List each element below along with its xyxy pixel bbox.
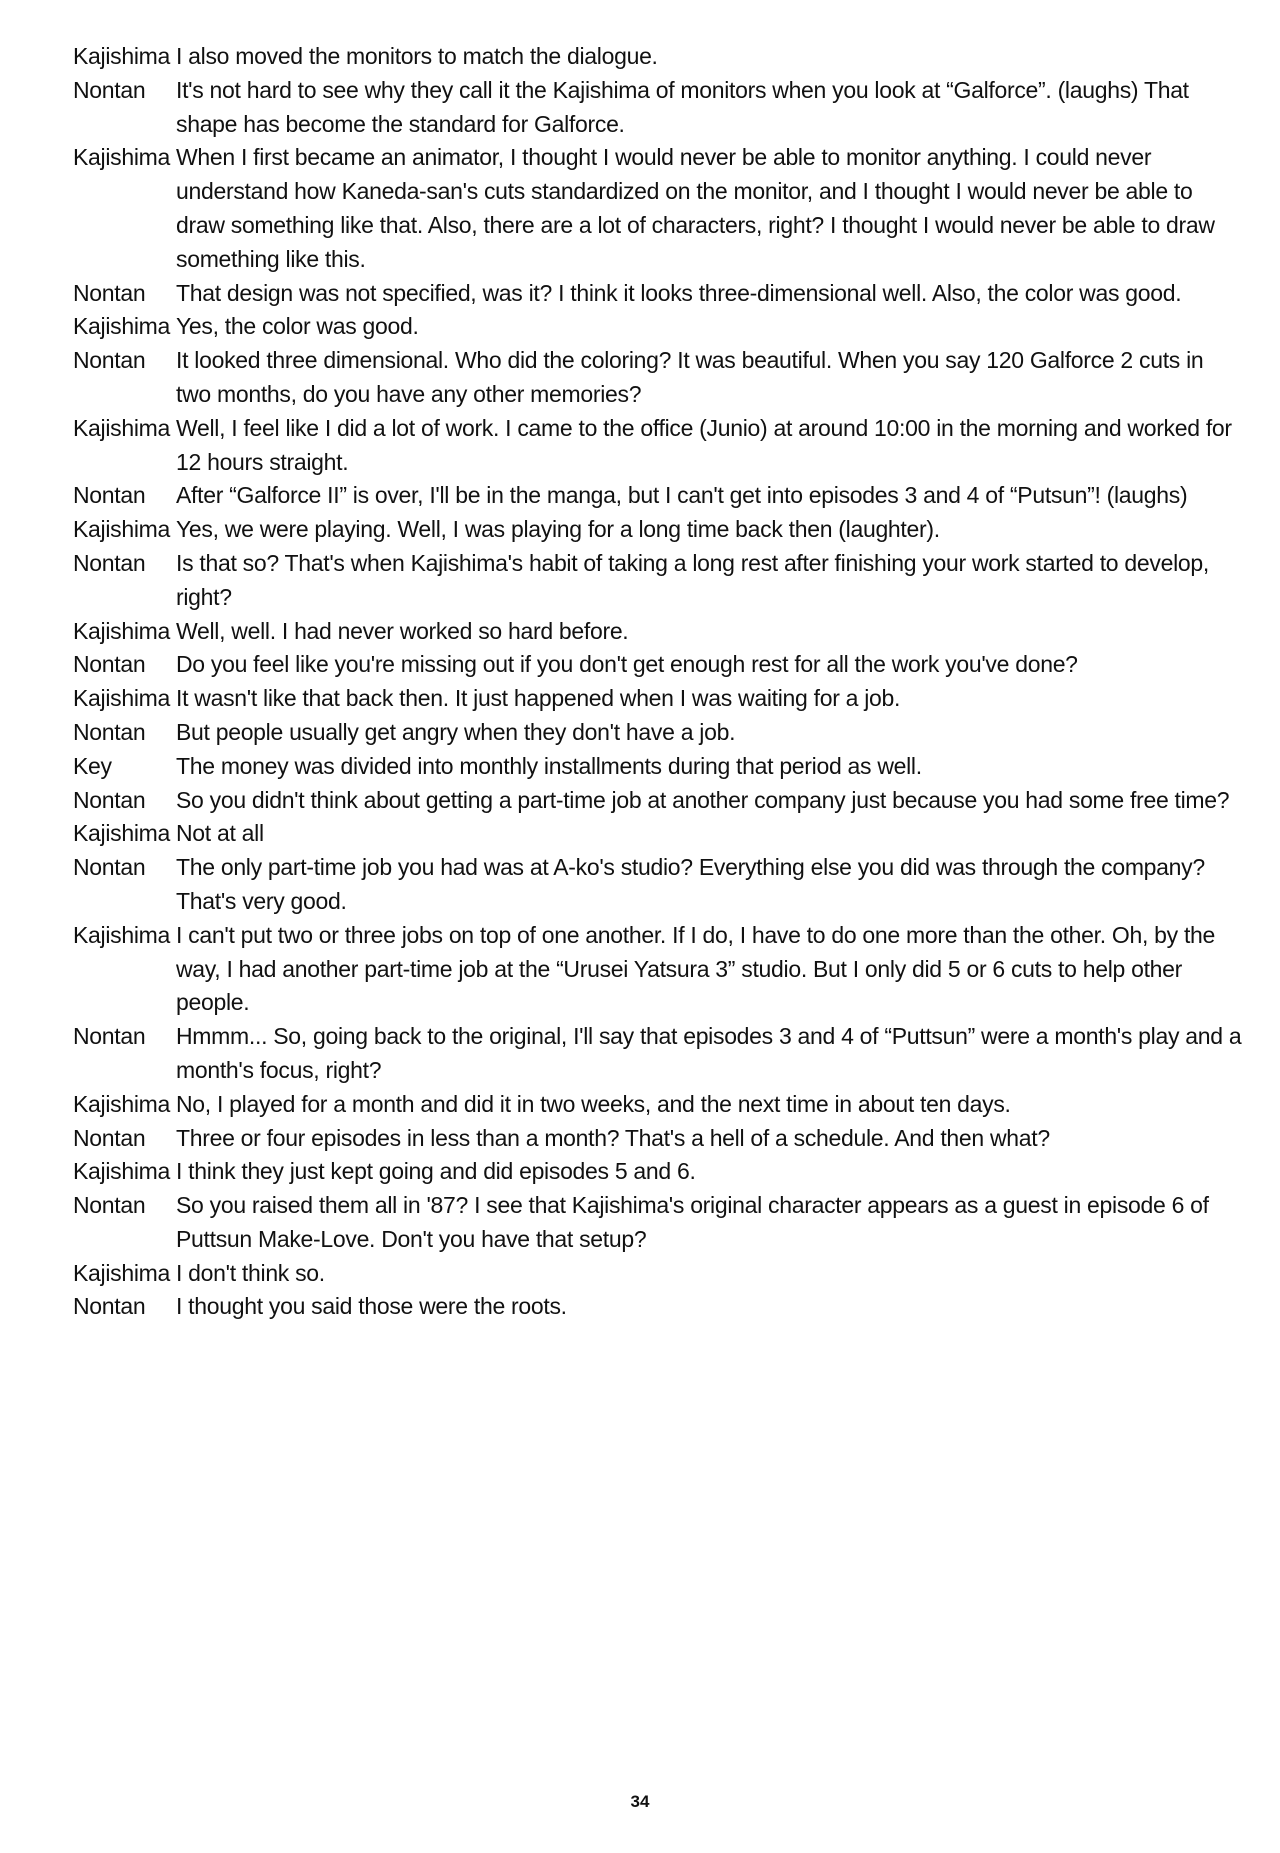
dialogue-text: The only part-time job you had was at A-ko's studio? Everything else you did was through the company? That's very good. (176, 854, 1205, 914)
speaker-name: Kajishima (73, 617, 171, 644)
speaker-name: Nontan (73, 651, 146, 678)
dialogue-entry (73, 716, 1263, 750)
dialogue-text: I can't put two or three jobs on top of one another. If I do, I have to do one more than the other. Oh, by the way, I had another part-time job at the “Urusei Yatsura 3” studio. But I only did 5 or 6 cuts to help other people. (176, 921, 1216, 1016)
speaker-name: Nontan (73, 718, 146, 745)
dialogue-entry (73, 750, 1263, 784)
dialogue-text: That design was not specified, was it? I think it looks three-dimensional well. Also, the color was good. (176, 279, 1182, 306)
speaker-name: Nontan (73, 786, 146, 813)
dialogue-text: I also moved the monitors to match the dialogue. (176, 43, 658, 69)
dialogue-entry (73, 412, 1263, 480)
dialogue-entry (73, 344, 1263, 412)
speaker-name: Nontan (73, 482, 146, 509)
speaker-name: Kajishima (73, 1090, 171, 1117)
speaker-name: Kajishima (73, 820, 171, 847)
dialogue-entry (73, 513, 1263, 547)
dialogue-text: I don't think so. (176, 1259, 325, 1286)
speaker-name: Nontan (73, 854, 146, 881)
dialogue-entry (73, 547, 1263, 615)
dialogue-text: Well, I feel like I did a lot of work. I came to the office (Junio) at around 10:00 in the morning and worked for 12 hours straight. (176, 414, 1232, 475)
dialogue-entry (73, 40, 1263, 74)
dialogue-entry (73, 74, 1263, 142)
dialogue-text: Yes, we were playing. Well, I was playing for a long time back then (laughter). (176, 516, 940, 543)
dialogue-entry (73, 1290, 1263, 1324)
dialogue-text: So you raised them all in '87? I see that Kajishima's original character appears as a guest in episode 6 of Puttsun Make-Love. Don't you have that setup? (176, 1192, 1209, 1252)
dialogue-text: Not at all (176, 820, 264, 847)
dialogue-entry (73, 479, 1263, 513)
dialogue-text: Do you feel like you're missing out if you don't get enough rest for all the work you've done? (176, 651, 1078, 678)
dialogue-entry (73, 919, 1263, 1020)
speaker-name: Kajishima (73, 921, 171, 948)
speaker-name: Nontan (73, 279, 146, 306)
speaker-name: Kajishima (73, 1259, 171, 1286)
speaker-name: Kajishima (73, 516, 171, 543)
dialogue-entry (73, 648, 1263, 682)
dialogue-text: The money was divided into monthly installments during that period as well. (176, 752, 922, 779)
dialogue-entry (73, 1122, 1263, 1156)
speaker-name: Nontan (73, 549, 146, 576)
dialogue-entry (73, 277, 1263, 311)
speaker-name: Nontan (73, 76, 146, 103)
dialogue-text: It's not hard to see why they call it the Kajishima of monitors when you look at “Galforce”. (laughs) That shape has become the standard for Galforce. (176, 76, 1189, 137)
dialogue-entry (73, 784, 1263, 818)
dialogue-text: It looked three dimensional. Who did the coloring? It was beautiful. When you say 120 Galforce 2 cuts in two months, do you have any other memories? (176, 347, 1204, 407)
dialogue-text: I think they just kept going and did episodes 5 and 6. (176, 1158, 696, 1185)
dialogue-entry (73, 1257, 1263, 1291)
speaker-name: Nontan (73, 1124, 146, 1151)
dialogue-entry (73, 310, 1263, 344)
dialogue-text: It wasn't like that back then. It just happened when I was waiting for a job. (176, 685, 901, 712)
dialogue-text: Hmmm... So, going back to the original, I'll say that episodes 3 and 4 of “Puttsun” were a month's play and a month's focus, right? (176, 1023, 1242, 1083)
dialogue-text: So you didn't think about getting a part-time job at another company just because you had some free time? (176, 786, 1230, 813)
dialogue-text: When I first became an animator, I thought I would never be able to monitor anything. I could never understand how Kaneda-san's cuts standardized on the monitor, and I thought I would never be able to draw something like that. Also, there are a lot of characters, right? I thought I would never be able to draw something like this. (176, 144, 1215, 272)
speaker-name: Nontan (73, 347, 146, 374)
dialogue-text: Three or four episodes in less than a month? That's a hell of a schedule. And then what? (176, 1124, 1050, 1151)
dialogue-entry (73, 1088, 1263, 1122)
speaker-name: Kajishima (73, 1158, 171, 1185)
dialogue-entry (73, 851, 1263, 919)
speaker-name: Kajishima (73, 313, 171, 340)
page-number: 34 (630, 1792, 650, 1811)
dialogue-text: No, I played for a month and did it in two weeks, and the next time in about ten days. (176, 1090, 1011, 1117)
dialogue-text: Well, well. I had never worked so hard before. (176, 617, 629, 644)
speaker-name: Kajishima (73, 144, 171, 171)
dialogue-entry (73, 682, 1263, 716)
speaker-name: Nontan (73, 1023, 146, 1050)
dialogue-entry (73, 141, 1263, 276)
dialogue-entry (73, 1020, 1263, 1088)
dialogue-text: I thought you said those were the roots. (176, 1293, 567, 1320)
dialogue-entry (73, 615, 1263, 649)
dialogue-entry (73, 1189, 1263, 1257)
speaker-name: Kajishima (73, 43, 171, 69)
dialogue-text: Is that so? That's when Kajishima's habit of taking a long rest after finishing your work started to develop, right? (176, 549, 1209, 610)
speaker-name: Kajishima (73, 414, 171, 441)
speaker-name: Kajishima (73, 685, 171, 712)
dialogue-entry (73, 817, 1263, 851)
dialogue-entry (73, 1155, 1263, 1189)
speaker-name: Key (73, 752, 112, 779)
speaker-name: Nontan (73, 1192, 146, 1219)
speaker-name: Nontan (73, 1293, 146, 1320)
dialogue-text: But people usually get angry when they don't have a job. (176, 718, 736, 745)
dialogue-text: After “Galforce II” is over, I'll be in the manga, but I can't get into episodes 3 and 4 of “Putsun”! (laughs) (176, 482, 1188, 509)
interview-transcript (73, 40, 1263, 1324)
dialogue-text: Yes, the color was good. (176, 313, 419, 340)
